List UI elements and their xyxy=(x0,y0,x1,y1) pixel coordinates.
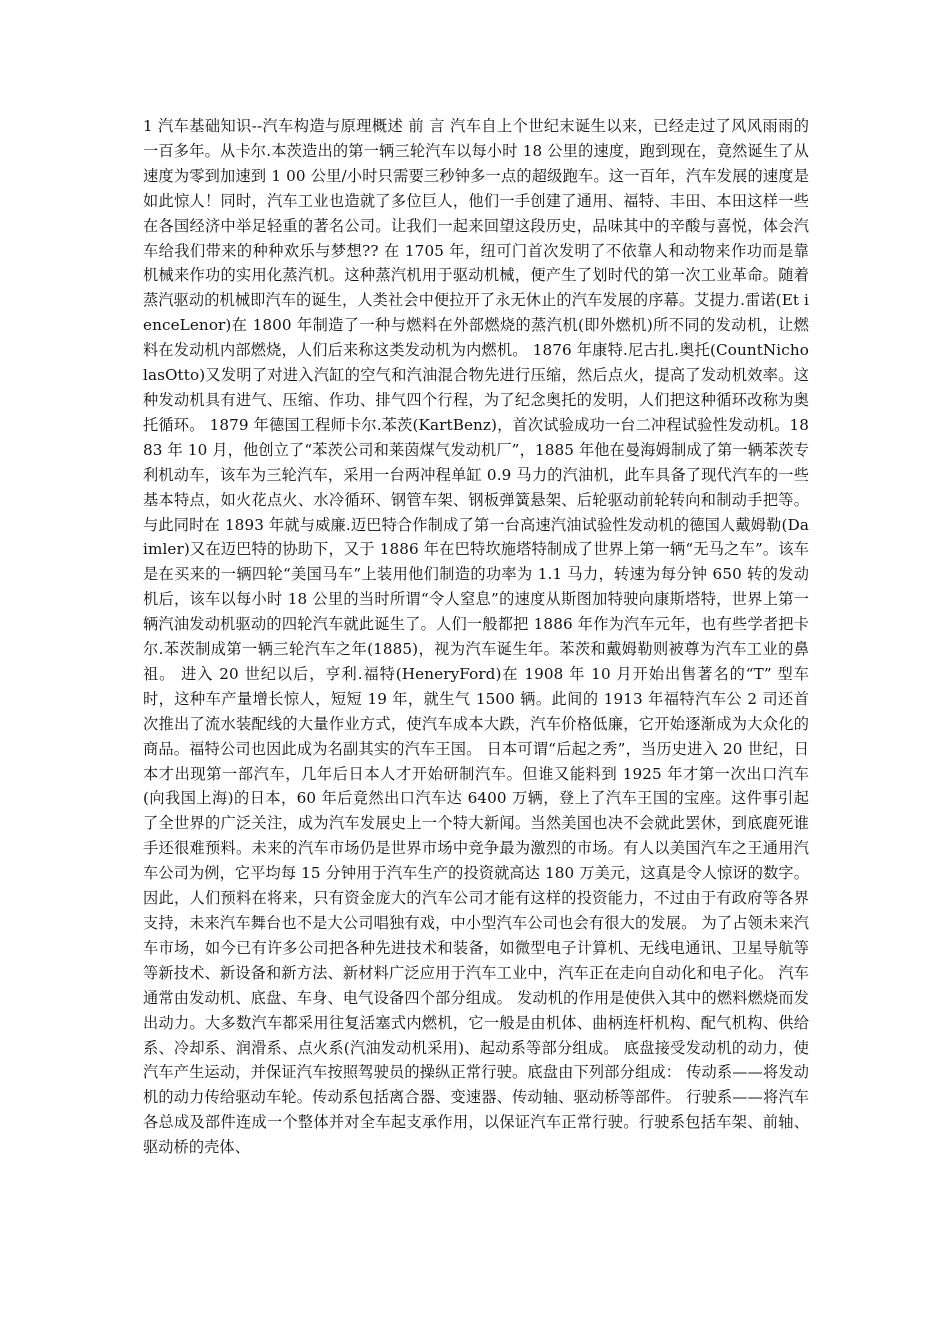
body-paragraph: 1 汽车基础知识--汽车构造与原理概述 前 言 汽车自上个世纪末诞生以来，已经走过了风风雨雨的一百多年。从卡尔.本茨造出的第一辆三轮汽车以每小时 18 公里的速度，跑到现在，竟然诞生了从速度为零到加速到 1 00 公里/小时只需要三秒钟多一点的超级跑车。这一百年，汽车发展的速度是如此惊人！同时，汽车工业也造就了多位巨人，他们一手创建了通用、福特、丰田、本田这样一些在各国经济中举足轻重的著名公司。让我们一起来回望这段历史，品味其中的辛酸与喜悦，体会汽车给我们带来的种种欢乐与梦想?? 在 1705 年，纽可门首次发明了不依靠人和动物来作功而是靠机械来作功的实用化蒸汽机。这种蒸汽机用于驱动机械，便产生了划时代的第一次工业革命。随着蒸汽驱动的机械即汽车的诞生，人类社会中便拉开了永无休止的汽车发展的序幕。艾提力.雷诺(Et ienceLenor)在 1800 年制造了一种与燃料在外部燃烧的蒸汽机(即外燃机)所不同的发动机，让燃料在发动机内部燃烧，人们后来称这类发动机为内燃机。 1876 年康特.尼古扎.奥托(CountNicholasOtto)又发明了对进入汽缸的空气和汽油混合物先进行压缩，然后点火，提高了发动机效率。这种发动机具有进气、压缩、作功、排气四个行程，为了纪念奥托的发明，人们把这种循环改称为奥托循环。 1879 年德国工程师卡尔.苯茨(KartBenz)，首次试验成功一台二冲程试验性发动机。1883 年 10 月，他创立了“苯茨公司和莱茵煤气发动机厂”，1885 年他在曼海姆制成了第一辆苯茨专利机动车，该车为三轮汽车，采用一台两冲程单缸 0.9 马力的汽油机，此车具备了现代汽车的一些基本特点，如火花点火、水冷循环、钢管车架、钢板弹簧悬架、后轮驱动前轮转向和制动手把等。与此同时在 1893 年就与威廉.迈巴特合作制成了第一台高速汽油试验性发动机的德国人戴姆勒(Daimler)又在迈巴特的协助下，又于 1886 年在巴特坎施塔特制成了世界上第一辆“无马之车”。该车是在买来的一辆四轮“美国马车”上装用他们制造的功率为 1.1 马力，转速为每分钟 650 转的发动机后，该车以每小时 18 公里的当时所谓“令人窒息”的速度从斯图加特驶向康斯塔特，世界上第一辆汽油发动机驱动的四轮汽车就此诞生了。人们一般都把 1886 年作为汽车元年，也有些学者把卡尔.苯茨制成第一辆三轮汽车之年(1885)，视为汽车诞生年。苯茨和戴姆勒则被尊为汽车工业的鼻祖。 进入 20 世纪以后，亨利.福特(HeneryFord)在 1908 年 10 月开始出售著名的“T” 型车时，这种车产量增长惊人，短短 19 年，就生气 1500 辆。此间的 1913 年福特汽车公 2 司还首次推出了流水装配线的大量作业方式，使汽车成本大跌，汽车价格低廉，它开始逐渐成为大众化的商品。福特公司也因此成为名副其实的汽车王国。 日本可谓“后起之秀”，当历史进入 20 世纪，日本才出现第一部汽车，几年后日本人才开始研制汽车。但谁又能料到 1925 年才第一次出口汽车(向我国上海)的日本，60 年后竟然出口汽车达 6400 万辆，登上了汽车王国的宝座。这件事引起了全世界的广泛关注，成为汽车发展史上一个特大新闻。当然美国也决不会就此罢休，到底鹿死谁手还很难预料。未来的汽车市场仍是世界市场中竞争最为激烈的市场。有人以美国汽车之王通用汽车公司为例，它平均每 15 分钟用于汽车生产的投资就高达 180 万美元，这真是令人惊讶的数字。因此，人们预料在将来，只有资金庞大的汽车公司才能有这样的投资能力，不过由于有政府等各界支持，未来汽车舞台也不是大公司唱独有戏，中小型汽车公司也会有很大的发展。 为了占领未来汽车市场，如今已有许多公司把各种先进技术和装备，如微型电子计算机、无线电通讯、卫星导航等等新技术、新设备和新方法、新材料广泛应用于汽车工业中，汽车正在走向自动化和电子化。 汽车通常由发动机、底盘、车身、电气设备四个部分组成。 发动机的作用是使供入其中的燃料燃烧而发出动力。大多数汽车都采用往复活塞式内燃机，它一般是由机体、曲柄连杆机构、配气机构、供给系、冷却系、润滑系、点火系(汽油发动机采用)、起动系等部分组成。 底盘接受发动机的动力，使汽车产生运动，并保证汽车按照驾驶员的操纵正常行驶。底盘由下列部分组成： 传动系——将发动机的动力传给驱动车轮。传动系包括离合器、变速器、传动轴、驱动桥等部件。 行驶系——将汽车各总成及部件连成一个整体并对全车起支承作用，以保证汽车正常行驶。行驶系包括车架、前轴、驱动桥的壳体、 xyxy=(143,117,809,1157)
